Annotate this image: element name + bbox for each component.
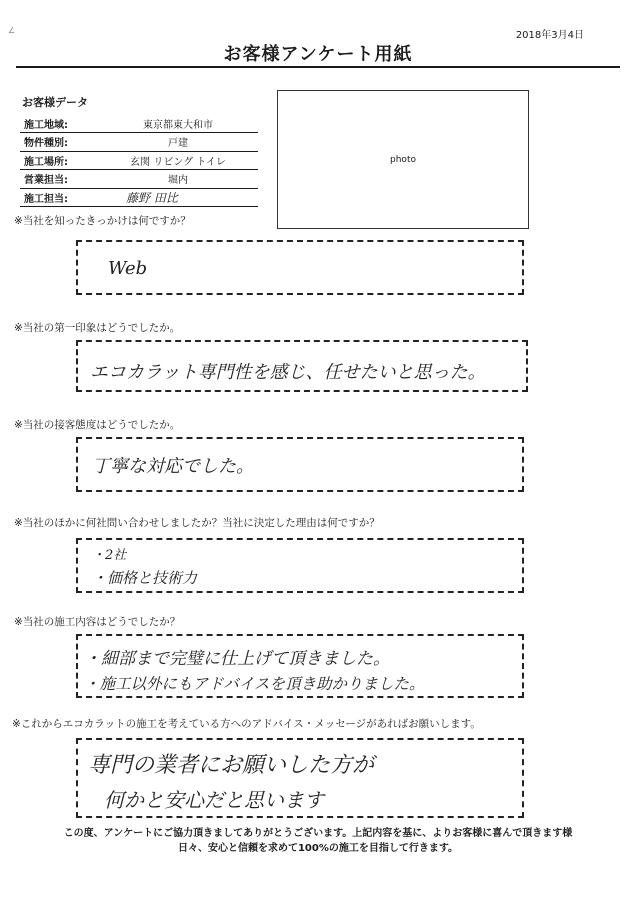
question-3: ※当社の接客態度はどうでしたか。 — [14, 419, 181, 431]
customer-section-title: お客様データ — [22, 96, 88, 109]
answer-5-line-2: ・施工以外にもアドバイスを頂き助かりました。 — [84, 675, 425, 693]
info-value: 堀内 — [98, 170, 258, 189]
info-label: 施工場所: — [20, 151, 98, 170]
answer-2-line-1: エコカラット専門性を感じ、任せたいと思った。 — [90, 362, 486, 383]
info-value: 玄関 リビング トイレ — [98, 151, 258, 170]
answer-1-line-1: Web — [108, 258, 148, 279]
answer-5-line-1: ・細部まで完璧に仕上げて頂きました。 — [84, 649, 390, 669]
customer-info-table — [20, 114, 258, 207]
question-5: ※当社の施工内容はどうでしたか？ — [14, 616, 181, 628]
scan-mark: ∠ — [8, 26, 16, 35]
photo-label: photo — [390, 154, 416, 165]
question-2: ※当社の第一印象はどうでしたか。 — [14, 322, 181, 334]
question-1: ※当社を知ったきっかけは何ですか？ — [14, 215, 191, 227]
info-label: 施工地域: — [20, 114, 98, 133]
answer-3-line-1: 丁寧な対応でした。 — [92, 456, 254, 477]
info-row-property — [20, 133, 258, 152]
info-label: 営業担当: — [20, 170, 98, 189]
info-row-sales — [20, 170, 258, 189]
photo-placeholder — [277, 90, 529, 229]
footer-line-2: 日々、安心と信頼を求めて100%の施工を目指して行きます。 — [177, 843, 459, 854]
footer-message — [0, 826, 636, 856]
question-6: ※これからエコカラットの施工を考えている方へのアドバイス・メッセージがあればお願いします。 — [12, 718, 481, 730]
info-row-installer — [20, 188, 258, 207]
info-row-location — [20, 151, 258, 170]
info-label: 物件種別: — [20, 133, 98, 152]
question-4: ※当社のほかに何社問い合わせしましたか？当社に決定した理由は何ですか？ — [14, 517, 380, 529]
info-row-area — [20, 114, 258, 133]
page-title: お客様アンケート用紙 — [223, 44, 413, 65]
survey-date: 2018年3月4日 — [515, 30, 584, 41]
info-value-handwritten: 藤野 田比 — [98, 188, 258, 207]
answer-6-line-1: 専門の業者にお願いした方が — [88, 753, 375, 778]
answer-6-line-2: 何かと安心だと思います — [104, 788, 324, 812]
info-value: 東京都東大和市 — [98, 114, 258, 133]
footer-line-1: この度、アンケートにご協力頂きましてありがとうございます。上記内容を基に、よりお客様に喜んで頂きます様 — [63, 828, 573, 839]
answer-4-line-2: ・価格と技術力 — [92, 569, 198, 587]
info-value: 戸建 — [98, 133, 258, 152]
answer-4-line-1: ・2社 — [92, 548, 127, 563]
title-divider — [16, 66, 620, 68]
info-label: 施工担当: — [20, 188, 98, 207]
